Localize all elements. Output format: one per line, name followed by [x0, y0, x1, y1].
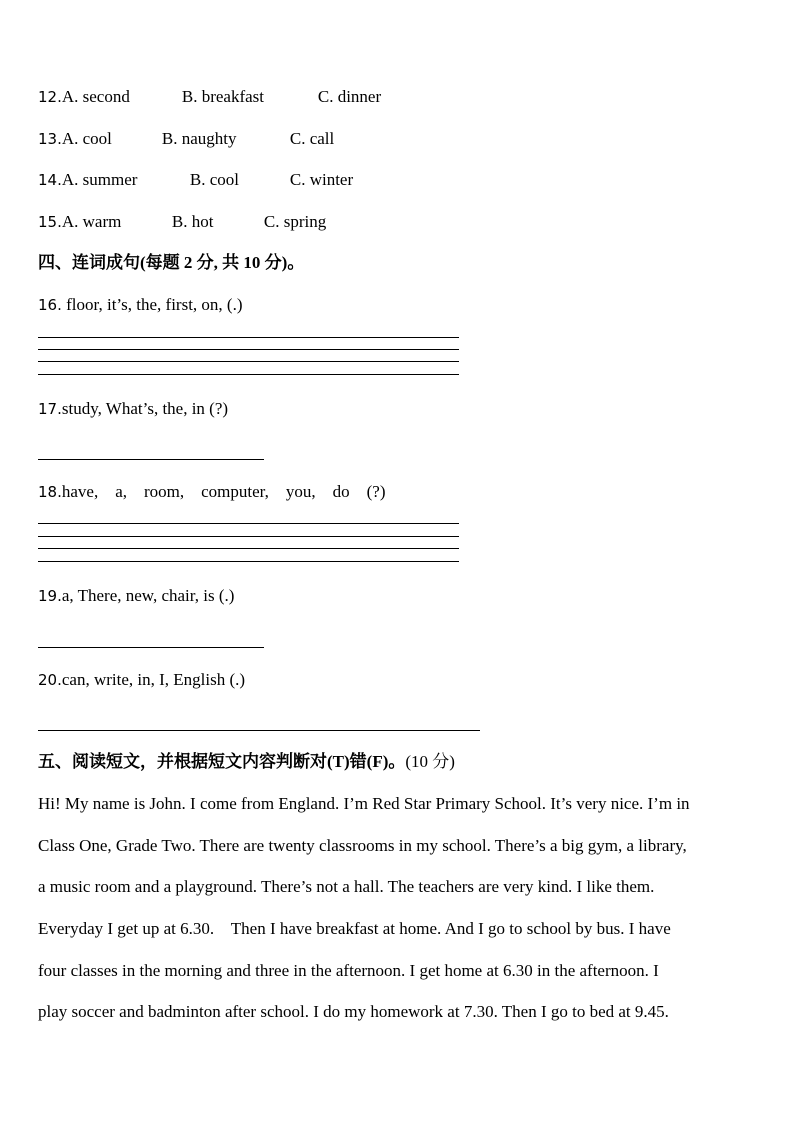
- question-17: [38, 399, 228, 419]
- answer-line: [38, 561, 459, 562]
- option-c: C. winter: [289, 170, 354, 189]
- passage-line: a music room and a playground. There’s not a hall. The teachers are very kind. I like them.: [38, 877, 655, 896]
- option-a: A. warm: [61, 212, 122, 231]
- question-number: 17.: [38, 400, 62, 418]
- question-text: floor, it’s, the, first, on, (.): [61, 295, 243, 314]
- option-row-14: [38, 170, 353, 190]
- section-5-title: [38, 752, 455, 772]
- question-16: [38, 295, 242, 315]
- question-number: 13.: [38, 130, 62, 148]
- option-row-12: [38, 87, 381, 107]
- section-4-title: 四、连词成句(每题 2 分, 共 10 分)。: [38, 253, 305, 272]
- option-c: C. dinner: [317, 87, 382, 106]
- option-b: B. cool: [189, 170, 239, 189]
- answer-line: [38, 337, 459, 338]
- option-a: A. cool: [61, 129, 112, 148]
- question-text: have, a, room, computer, you, do (?): [61, 482, 386, 501]
- option-b: B. naughty: [161, 129, 237, 148]
- option-a: A. second: [61, 87, 130, 106]
- answer-line: [38, 548, 459, 549]
- question-number: 18.: [38, 483, 62, 501]
- question-18: [38, 482, 386, 502]
- passage-line: Everyday I get up at 6.30. Then I have breakfast at home. And I go to school by bus. I have: [38, 919, 671, 938]
- question-20: [38, 670, 245, 690]
- answer-line: [38, 536, 459, 537]
- question-number: 14.: [38, 171, 62, 189]
- answer-line: [38, 361, 459, 362]
- question-number: 19.: [38, 587, 62, 605]
- question-text: can, write, in, I, English (.): [61, 670, 246, 689]
- option-c: C. spring: [263, 212, 327, 231]
- section-5-score: (10 分): [405, 752, 455, 771]
- question-number: 12.: [38, 88, 62, 106]
- question-text: a, There, new, chair, is (.): [61, 586, 235, 605]
- option-c: C. call: [289, 129, 335, 148]
- answer-line: [38, 374, 459, 375]
- answer-line: [38, 349, 459, 350]
- passage-line: Hi! My name is John. I come from England. I’m Red Star Primary School. It’s very nice. I’m in: [38, 794, 690, 813]
- question-number: 16.: [38, 296, 62, 314]
- answer-line: [38, 523, 459, 524]
- passage-line: play soccer and badminton after school. I do my homework at 7.30. Then I go to bed at 9.45.: [38, 1002, 669, 1021]
- question-text: study, What’s, the, in (?): [61, 399, 229, 418]
- passage-line: Class One, Grade Two. There are twenty classrooms in my school. There’s a big gym, a library,: [38, 836, 687, 855]
- passage-line: four classes in the morning and three in the afternoon. I get home at 6.30 in the afternoon. I: [38, 961, 659, 980]
- option-b: B. hot: [171, 212, 214, 231]
- section-5-title-main: 五、阅读短文，并根据短文内容判断对(T)错(F)。: [38, 752, 406, 771]
- option-row-13: [38, 129, 334, 149]
- question-number: 15.: [38, 213, 62, 231]
- answer-line: [38, 647, 264, 648]
- option-row-15: [38, 212, 326, 232]
- question-number: 20.: [38, 671, 62, 689]
- answer-line: [38, 730, 480, 731]
- answer-line: [38, 459, 264, 460]
- option-b: B. breakfast: [181, 87, 264, 106]
- question-19: [38, 586, 234, 606]
- option-a: A. summer: [61, 170, 138, 189]
